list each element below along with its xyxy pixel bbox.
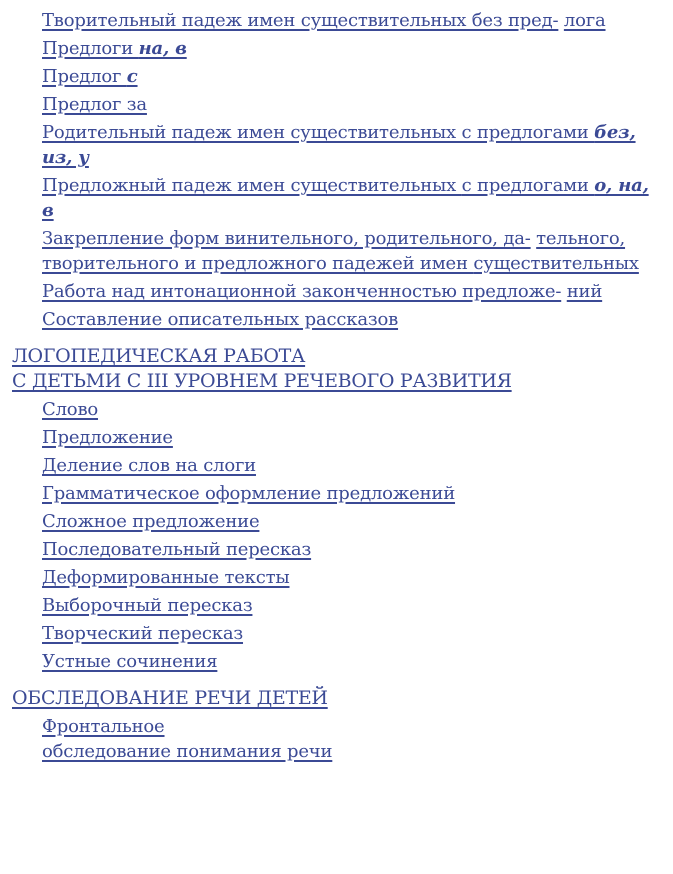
- toc-link-text: Предлог за: [42, 94, 147, 115]
- toc-link-line: Родительный падеж имен существительных: [42, 122, 462, 143]
- table-of-contents: [0, 8, 673, 767]
- toc-link-instrumental-case-without-preposition[interactable]: [0, 8, 673, 33]
- toc-link-line: Закрепление форм винительного, родительного, да-: [42, 228, 531, 249]
- toc-link-genitive-case[interactable]: [0, 120, 673, 170]
- toc-link-emphasis: с: [126, 66, 138, 87]
- section-heading-line: ЛОГОПЕДИЧЕСКАЯ РАБОТА: [12, 345, 306, 367]
- toc-link-text: Сложное предложение: [42, 511, 260, 532]
- toc-link-prepositional-case[interactable]: [0, 173, 673, 223]
- toc-section-heading-speech-examination[interactable]: [0, 686, 673, 711]
- toc-link-text: Выборочный пересказ: [42, 595, 253, 616]
- toc-link-text: Предлог: [42, 66, 127, 87]
- toc-link-emphasis: о, на, в: [42, 175, 649, 221]
- toc-link-preposition-s[interactable]: [0, 64, 673, 89]
- toc-link-emphasis: без, из, у: [42, 122, 636, 168]
- toc-link-text: Устные сочинения: [42, 651, 218, 672]
- toc-link-complex-sentence[interactable]: [0, 509, 673, 534]
- toc-link-line: Предложный падеж имен существительных: [42, 175, 462, 196]
- toc-link-text: Грамматическое оформление предложений: [42, 483, 456, 504]
- toc-link-text: Предложение: [42, 427, 173, 448]
- toc-link-text: с предлогами: [461, 122, 595, 143]
- toc-link-sentence[interactable]: [0, 425, 673, 450]
- toc-link-text: Деление слов на слоги: [42, 455, 256, 476]
- toc-link-text: Творческий пересказ: [42, 623, 244, 644]
- toc-link-line: обследование понимания речи: [42, 741, 333, 762]
- toc-link-line: существительных: [473, 253, 639, 274]
- toc-link-grammatical-formation[interactable]: [0, 481, 673, 506]
- toc-link-line: ний: [566, 281, 603, 302]
- toc-link-word[interactable]: [0, 397, 673, 422]
- toc-link-creative-retelling[interactable]: [0, 621, 673, 646]
- toc-link-frontal-examination[interactable]: [0, 714, 673, 764]
- section-heading-line: С ДЕТЬМИ С III УРОВНЕМ РЕЧЕВОГО РАЗВИТИЯ: [12, 370, 512, 392]
- toc-link-oral-compositions[interactable]: [0, 649, 673, 674]
- toc-link-emphasis: на, в: [138, 38, 187, 59]
- toc-link-consolidation-of-case-forms[interactable]: [0, 226, 673, 276]
- toc-link-text: Составление описательных рассказов: [42, 309, 399, 330]
- toc-link-line: Фронтальное: [42, 716, 165, 737]
- toc-link-sequential-retelling[interactable]: [0, 537, 673, 562]
- toc-link-line: Работа над интонационной законченностью предложе-: [42, 281, 562, 302]
- toc-section-heading-speech-therapy-level-3[interactable]: [0, 344, 673, 394]
- toc-link-selective-retelling[interactable]: [0, 593, 673, 618]
- toc-link-text: Последовательный пересказ: [42, 539, 312, 560]
- toc-link-line: лога: [563, 10, 606, 31]
- toc-link-line: Творительный падеж имен существительных без пред-: [42, 10, 559, 31]
- toc-link-text: Слово: [42, 399, 99, 420]
- toc-link-preposition-za[interactable]: [0, 92, 673, 117]
- toc-link-intonation-completeness[interactable]: [0, 279, 673, 304]
- toc-link-text: с предлогами: [461, 175, 595, 196]
- toc-link-text: Предлоги: [42, 38, 139, 59]
- toc-link-syllable-division[interactable]: [0, 453, 673, 478]
- toc-link-descriptive-stories[interactable]: [0, 307, 673, 332]
- toc-link-text: Деформированные тексты: [42, 567, 290, 588]
- toc-link-line: тельного, творительного и предложного падежей имен: [42, 228, 626, 274]
- toc-link-deformed-texts[interactable]: [0, 565, 673, 590]
- section-heading-line: ОБСЛЕДОВАНИЕ РЕЧИ ДЕТЕЙ: [12, 687, 328, 709]
- toc-link-prepositions-na-v[interactable]: [0, 36, 673, 61]
